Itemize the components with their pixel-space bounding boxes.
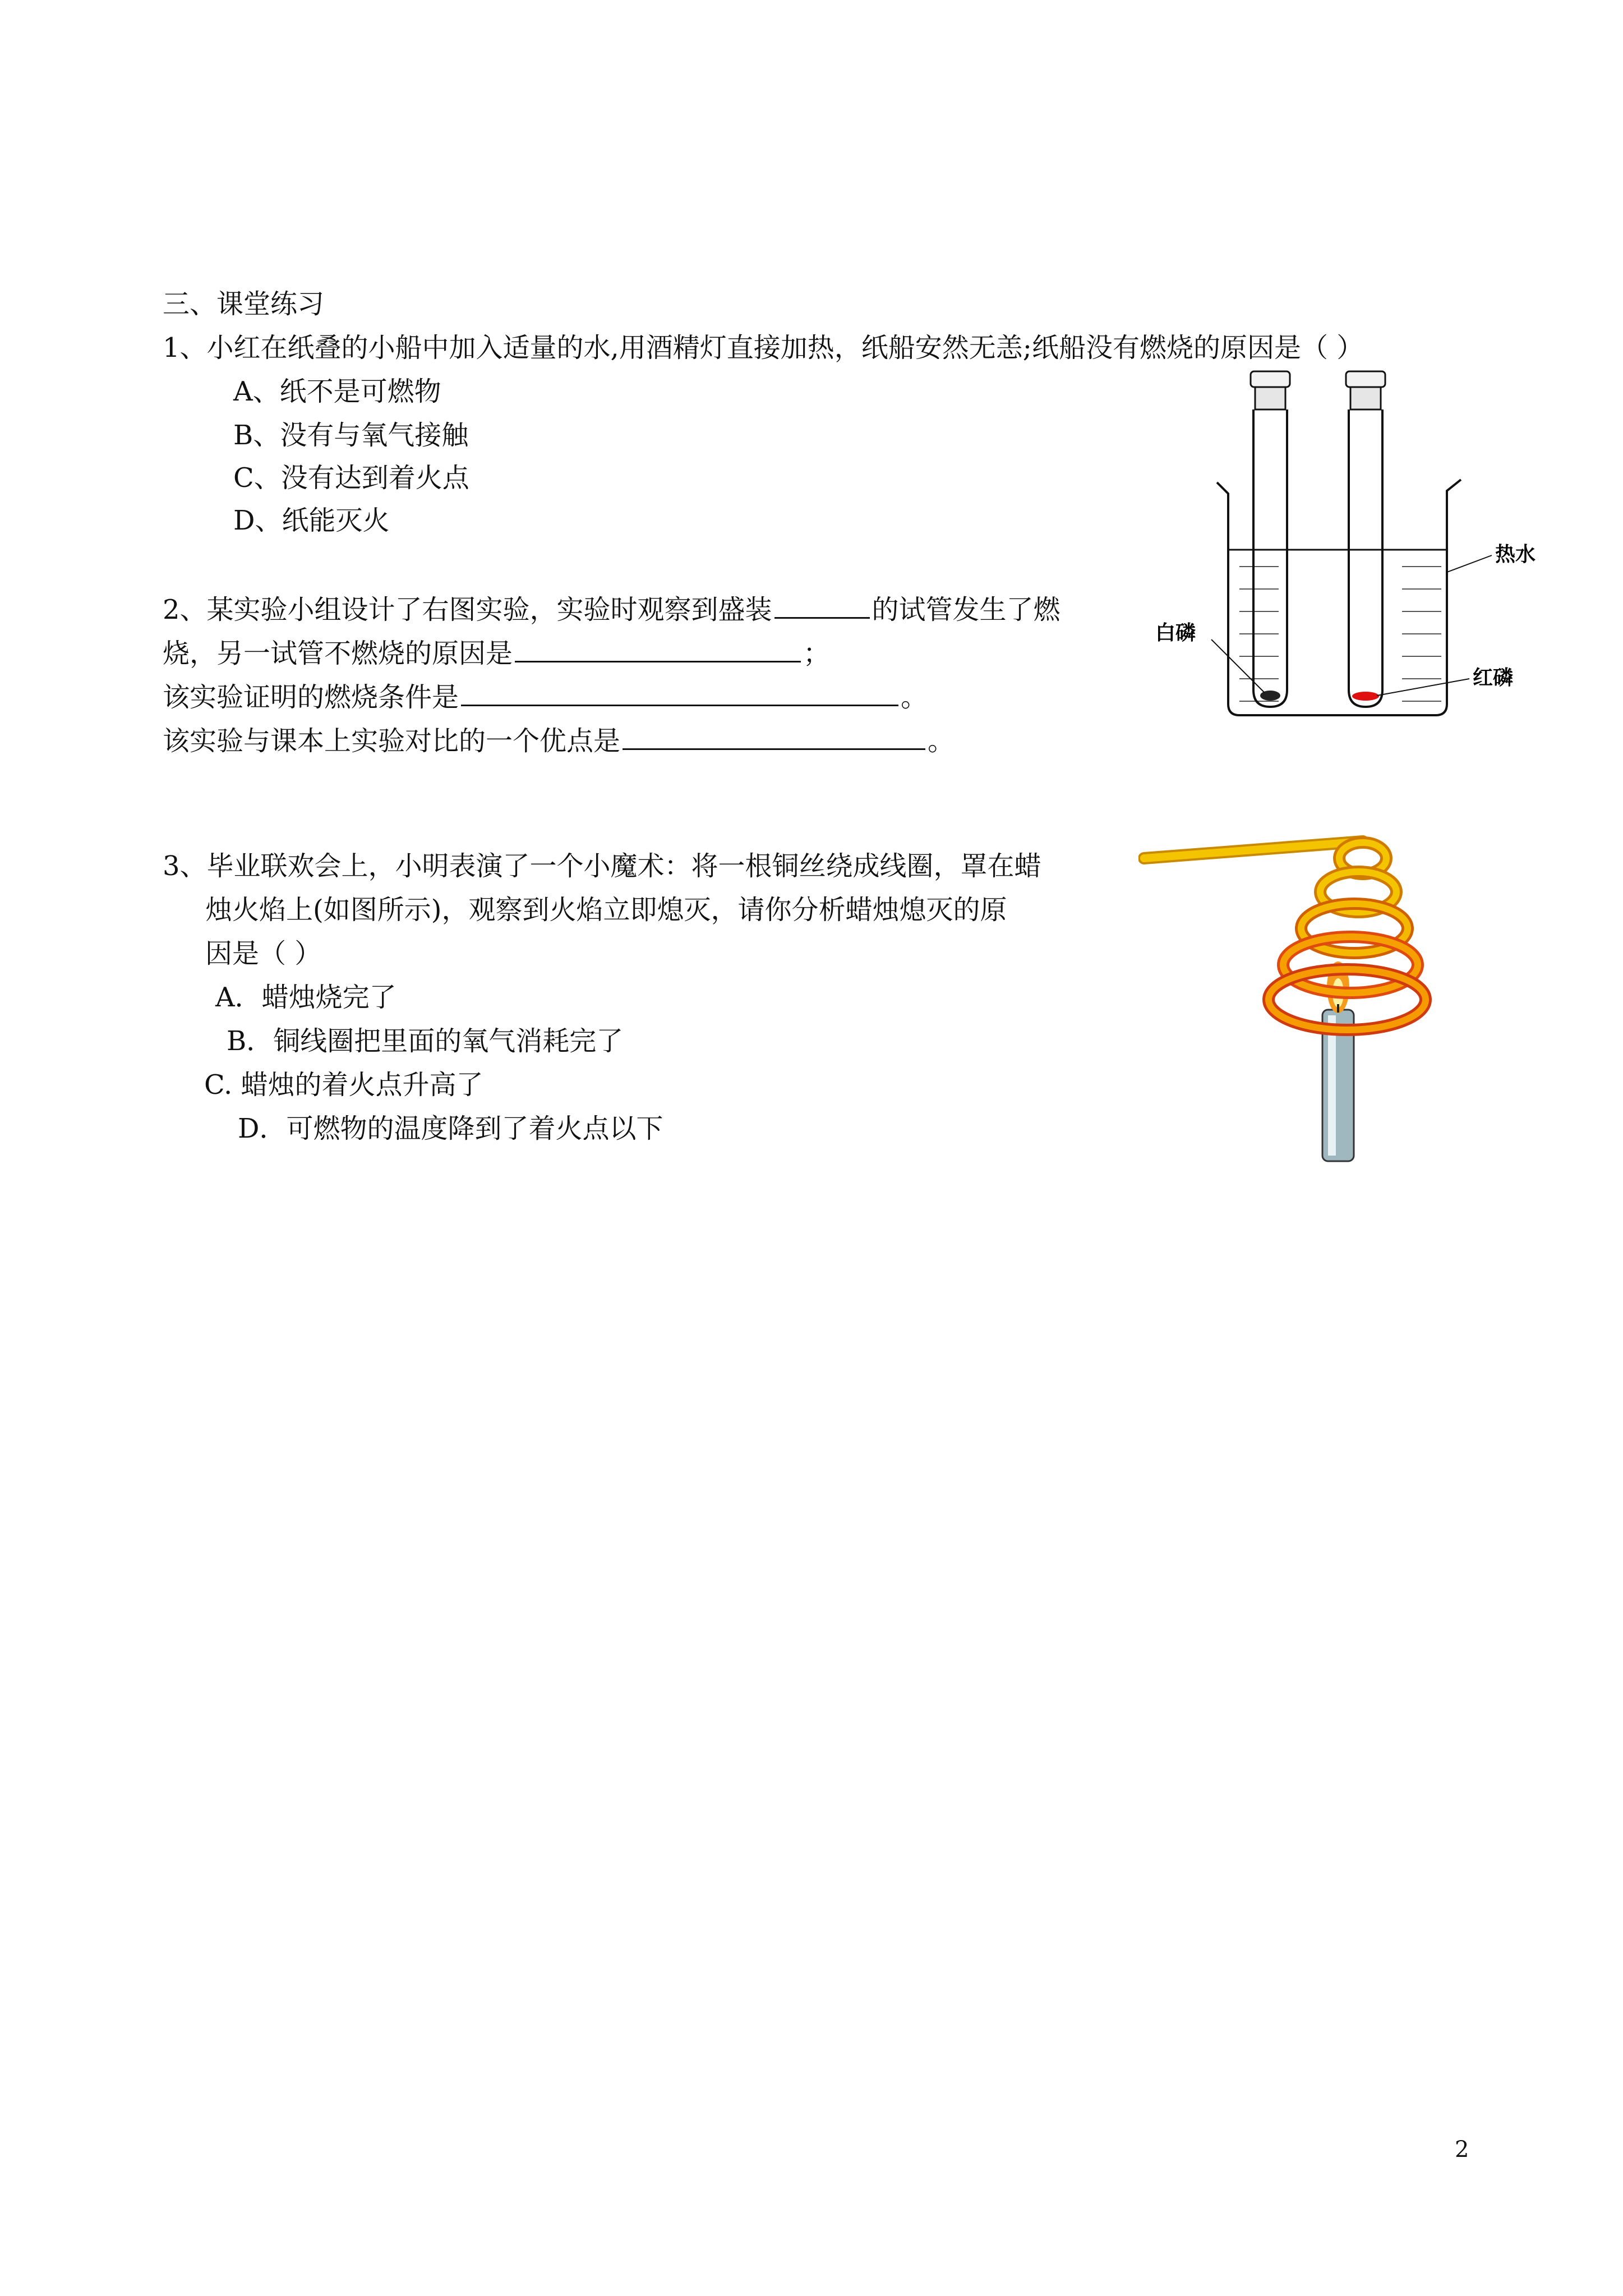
white-phosphorus-leader	[1211, 639, 1265, 693]
page-number: 2	[1455, 2137, 1469, 2162]
q2-line-3-text-b: 。	[901, 682, 928, 713]
q2-line-3-text-a: 该实验证明的燃烧条件是	[163, 682, 459, 713]
q3-line-2: 烛火焰上(如图所示)，观察到火焰立即熄灭，请你分析蜡烛熄灭的原	[205, 894, 1007, 926]
q2-line-2-text-a: 烧，另一试管不燃烧的原因是	[163, 638, 513, 669]
hot-water-leader	[1447, 555, 1492, 572]
q2-line-2	[163, 632, 830, 671]
q2-line-1	[163, 588, 1061, 628]
q3-option-c: C. 蜡烛的着火点升高了	[204, 1069, 483, 1101]
right-test-tube	[1346, 371, 1385, 707]
q3-line-3: 因是（ ）	[205, 938, 322, 969]
q3-option-a: A．蜡烛烧完了	[215, 982, 396, 1013]
red-phosphorus-sample	[1352, 692, 1379, 701]
q1-option-d: D、纸能灭火	[233, 505, 390, 536]
q3-option-b: B．铜线圈把里面的氧气消耗完了	[227, 1025, 624, 1057]
q1-option-a: A、纸不是可燃物	[233, 376, 441, 407]
q2-blank-1[interactable]	[774, 588, 870, 619]
red-phosphorus-label: 红磷	[1473, 666, 1514, 689]
red-phosphorus-leader	[1377, 679, 1469, 696]
water-lines	[1239, 567, 1441, 701]
q1-option-b: B、没有与氧气接触	[233, 420, 469, 451]
beaker-figure	[1155, 365, 1559, 729]
q2-blank-4[interactable]	[623, 719, 925, 750]
q2-line-4-text-b: 。	[928, 725, 955, 757]
section-title: 三、课堂练习	[163, 288, 325, 320]
hot-water-label: 热水	[1495, 543, 1536, 566]
q1-option-c: C、没有达到着火点	[233, 462, 469, 494]
q3-line-1: 3、毕业联欢会上，小明表演了一个小魔术：将一根铜丝绕成线圈，罩在蜡	[163, 850, 1041, 882]
white-phosphorus-label: 白磷	[1155, 622, 1196, 645]
q2-line-4-text-a: 该实验与课本上实验对比的一个优点是	[163, 725, 621, 757]
copper-coil-figure	[1138, 819, 1453, 1167]
q2-line-1-text-a: 2、某实验小组设计了右图实验，实验时观察到盛装	[163, 594, 772, 625]
q3-option-d: D．可燃物的温度降到了着火点以下	[238, 1113, 663, 1144]
q2-line-3	[163, 675, 928, 715]
q2-blank-2[interactable]	[515, 632, 801, 662]
q2-line-4	[163, 719, 955, 759]
q1-stem: 1、小红在纸叠的小船中加入适量的水,用酒精灯直接加热，纸船安然无恙;纸船没有燃烧的原因是（ ）	[163, 332, 1364, 364]
q2-line-2-text-b: ；	[803, 638, 831, 669]
q2-line-1-text-b: 的试管发生了燃	[872, 594, 1061, 625]
q2-blank-3[interactable]	[461, 675, 898, 706]
